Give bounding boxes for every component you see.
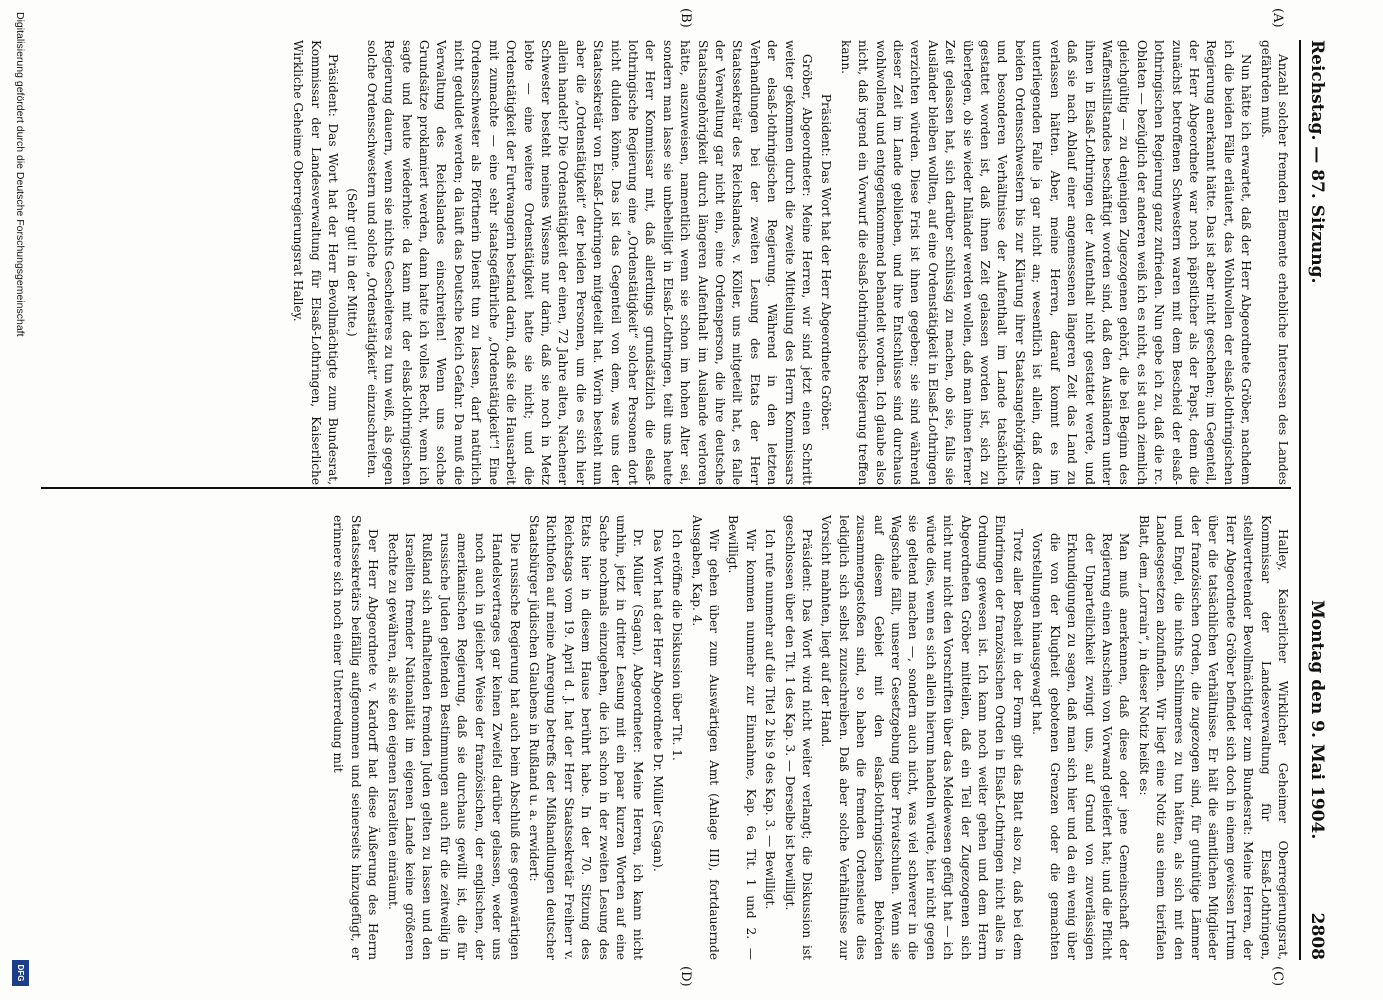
- header-session: Reichstag. — 87. Sitzung.: [1307, 40, 1327, 284]
- margin-marker-c: (C): [1270, 966, 1285, 987]
- footer-credit: Digitalisierung gefördert durch die Deutsche Forschungsgemeinschaft: [14, 12, 26, 337]
- digitization-footer: [7, 0, 31, 1000]
- right-text-column: [41, 515, 1291, 960]
- paragraph: Die russische Regierung hat auch beim Abschluß des gegenwärtigen Handelsvertrages gar keinen Zweifel darüber gelassen, weder uns noch auch in gleicher Weise der französischen, der englischen, der amerikanischen Regierung, daß sie durchaus gewillt ist, die für russische Juden geltenden Bestimmungen auch für die zeitweilig in Rußland sich aufhaltenden fremden Juden gelten zu lassen und den Israeliten fremder Nationalität im eigenen Lande keine größeren Rechte zu gewähren, als sie den eigenen Israeliten einräumt.: [385, 533, 522, 960]
- paragraph: (Sehr gut! in der Mitte.): [345, 188, 360, 337]
- paragraph: Präsident: Das Wort hat der Herr Abgeordnete Gröber.: [819, 93, 834, 432]
- paragraph: Trotz aller Bosheit in der Form gibt das Blatt also zu, daß bei dem Eindringen der französischen Orden in Elsaß-Lothringen nicht alles in Ordnung gewesen ist. Ich kann noch weiter gehen und dem Herrn Abgeordneten Gröber mitteilen, daß ein Teil der Zugezogenen sich nicht nur nicht den Vorschriften über das Meldewesen gefügt hat — ich würde dies, wenn es sich allein hierum handeln würde, hier nicht gegen sie geltend machen —, sondern auch nicht, was viel schwerer in die Wagschale fällt, unserer Gesetzgebung über Privatschulen. Wenn sie auf diesem Gebiet mit den elsaß-lothringischen Behörden zusammengestoßen sind, so haben die fremden Ordensleute dies lediglich sich selbst zuzuschreiben. Daß aber solche Verhältnisse zur Vorsicht mahnten, liegt auf der Hand.: [819, 515, 1025, 960]
- paragraph: Präsident: Das Wort hat der Herr Bevollmächtigte zum Bundesrat, Kommissar der Landesverwaltung für Elsaß-Lothringen, Kaiserliche Wirkliche Geheime Oberregierungsrat Halley.: [291, 40, 341, 485]
- margin-marker-a: (A): [1270, 8, 1285, 28]
- column-divider: [41, 487, 1291, 489]
- paragraph: Wir kommen nunmehr zur Einnahme, Kap. 6a Tit. 1 und 2. — Bewilligt.: [726, 515, 758, 960]
- dfg-logo: DFG: [12, 960, 29, 986]
- paragraph: Dr. Müller (Sagan), Abgeordneter: Meine Herren, ich kann nicht umhin, jetzt in dritter Lesung mit ein paar kurzen Worten auf eine Sache nochmals einzugehen, die ich schon in der zweiten Lesung des Etats hier in diesem Hause berührt habe. In der 70. Sitzung des Reichstags vom 19. April d. J. hat der Herr Staatssekretär Freiherr v. Richthofen auf meine Anregung betreffs der Mißhandlungen deutscher Staatsbürger jüdischen Glaubens in Rußland u. a. erwidert:: [526, 515, 646, 960]
- paragraph: Ich eröffne die Diskussion über Tit. 1.: [670, 529, 685, 761]
- paragraph: Man muß anerkennen, daß diese oder jene Gemeinschaft der Regierung einen Anschein von Vorwand geliefert hat; und die Pflicht der Unparteilichkeit zwingt uns, auf Grund von zuverlässigen Erkundigungen zu sagen, daß man sich hier und da ein wenig über die von der Klugheit gebotenen Grenzen oder die gemachten Vorstellungen hinausgewagt hat.: [1030, 533, 1132, 960]
- header-date: Montag den 9. Mai 1904.: [1307, 600, 1327, 840]
- paragraph: Präsident: Das Wort wird nicht weiter verlangt; die Diskussion ist geschlossen über den Tit. 1 des Kap. 3. — Derselbe ist bewilligt.: [782, 515, 815, 960]
- page-header: [1299, 40, 1331, 960]
- page-number: 2808: [1307, 912, 1327, 960]
- left-text-column: [41, 40, 1291, 485]
- margin-marker-d: (D): [678, 966, 693, 987]
- paragraph: Ich rufe nunmehr auf die Titel 2 bis 9 des Kap. 3. — Bewilligt.: [763, 529, 778, 910]
- paragraph: Der Herr Abgeordnete v. Kardorff hat diese Äußerung des Herrn Staatssekretärs beifällig aufgenommen und seinerseits hinzugefügt, er erinnere sich noch einer Unterredung mit: [331, 515, 381, 960]
- paragraph: Wir gehen über zum Auswärtigen Amt (Anlage III), fortdauernde Ausgaben, Kap. 4.: [689, 515, 721, 960]
- paragraph: Halley, Kaiserlicher Wirklicher Geheimer Oberregierungsrat, Kommissar der Landesverwaltung für Elsaß-Lothringen, stellvertretender Bevollmächtigter zum Bundesrat: Meine Herren, der Herr Abgeordnete Gröber befindet sich doch in einem gewissen Irrtum über die tatsächlichen Verhältnisse. Er hält die sämtlichen Mitglieder der französischen Orden, die zugezogen sind, für gutmütige Lämmer und Engel, die nichts Schlimmeres zu tun hätten, als sich mit den Landesgesetzen abzufinden. Wir liegt eine Notiz aus einem tierifalen Blatt, dem „Lorrain“, in dieser Notiz heißt es:: [1136, 515, 1290, 960]
- margin-marker-b: (B): [678, 8, 693, 28]
- paragraph: Anzahl solcher fremden Elemente erhebliche Interessen des Landes gefährden muß.: [1258, 40, 1290, 485]
- paragraph: Das Wort hat der Herr Abgeordnete Dr. Müller (Sagan).: [650, 529, 665, 872]
- paragraph: Nun hätte ich erwartet, daß der Herr Abgeordnete Gröber, nachdem ich die beiden Fälle erläutert, das Wohlwollen der elsaß-lothringischen Regierung anerkannt hätte. Das ist aber nicht geschehen; im Gegenteil, der Herr Abgeordnete war noch päpstlicher als der Papst, denn die zunächst betroffenen Schwestern waren mit dem Bescheid der elsaß-lothringischen Regierung ganz zufrieden. Nun gebe ich zu, daß die rc. Oblaten — bezüglich der anderen weiß ich es nicht, es ist auch ziemlich gleichgültig — zu denjenigen Zugezogenen gehört, die bei Beginn des Waffenstillstandes beschäftigt worden sind, daß den Ausländern unter ihnen in Elsaß-Lothringen der Aufenthalt nicht gestattet werde, und daß sie nach Ablauf einer angemessenen längeren Zeit das Land zu verlassen hätten. Aber, meine Herren, darauf kommt es im unterliegenden Falle ja gar nicht an; wesentlich ist allein, daß den beiden Ordensschwestern bis zur Klärung ihrer Staatsangehörigkeits- und besonderen Verhältnisse der Aufenthalt im Lande tatsächlich gestattet worden ist, daß ihnen Zeit gelassen worden ist, sich zu überlegen, ob sie wieder Inländer werden wollen, daß man ihnen ferner Zeit gelassen hat, sich darüber schlüssig zu machen, ob sie, falls sie Ausländer bleiben wollten, auf eine Ordenstätigkeit in Elsaß-Lothringen verzichten würden. Diese Frist ist ihnen gegeben; sie sind während dieser Zeit im Lande geblieben, und ihre Entschlüsse sind durchaus wohlwollend und entgegenkommend behandelt worden. Ich glaube also nicht, daß irgend ein Vorwurf die elsaß-lothringische Regierung treffen kann.: [838, 40, 1254, 485]
- paragraph: Gröber, Abgeordneter: Meine Herren, wir sind jetzt einen Schritt weiter gekommen durch die zweite Mitteilung des Herrn Kommissars der elsaß-lothringischen Regierung. Während in den letzten Verhandlungen bei der zweiten Lesung des Etats der Herr Staatssekretär des Reichslandes, v. Köller, uns mitgeteilt hat, es falle der Verwaltung gar nicht ein, eine Ordensperson, die ihre deutsche Staatsangehörigkeit durch längeren Aufenthalt im Auslande verloren hätte, auszuweisen, namentlich wenn sie schon im hohen Alter sei, sondern man lasse sie unbehelligt in Elsaß-Lothringen, teilt uns heute der Herr Kommissar mit, daß allerdings grundsätzlich die elsaß-lothringische Regierung eine „Ordenstätigkeit“ solcher Personen dort nicht dulden könne. Das ist das Gegenteil von dem, was uns der Staatssekretär von Elsaß-Lothringen mitgeteilt hat. Worin besteht nun aber die „Ordenstätigkeit“ der beiden Personen, um die es sich hier allein handelt? Die Ordenstätigkeit der einen, 72 Jahre alten, Nachener Schwester besteht meines Wissens nur darin, daß sie noch in Metz lebte — eine weitere Ordenstätigkeit hatte sie nicht; und die Ordenstätigkeit der Furtwangerin bestand darin, daß sie die Hausarbeit mit zumachte — eine sehr staatsgefährliche „Ordenstätigkeit“! Eine Ordensschwester als Pförtnerin Dienst tun zu lassen, darf natürlich nicht geduldet werden; da läuft das Deutsche Reich Gefahr. Da muß die Verwaltung des Reichslandes einschreiten! Wenn uns solche Grundsätze proklamiert werden, dann hatte ich volles Recht, wenn ich sagte und heute wiederhole: da kann mit der elsaß-lothringischen Regierung dauern, wenn sie nichts Gescheiteres zu tun weiß, als gegen solche Ordensschwestern und solche „Ordenstätigkeit“ einzuschreiten.: [364, 40, 815, 485]
